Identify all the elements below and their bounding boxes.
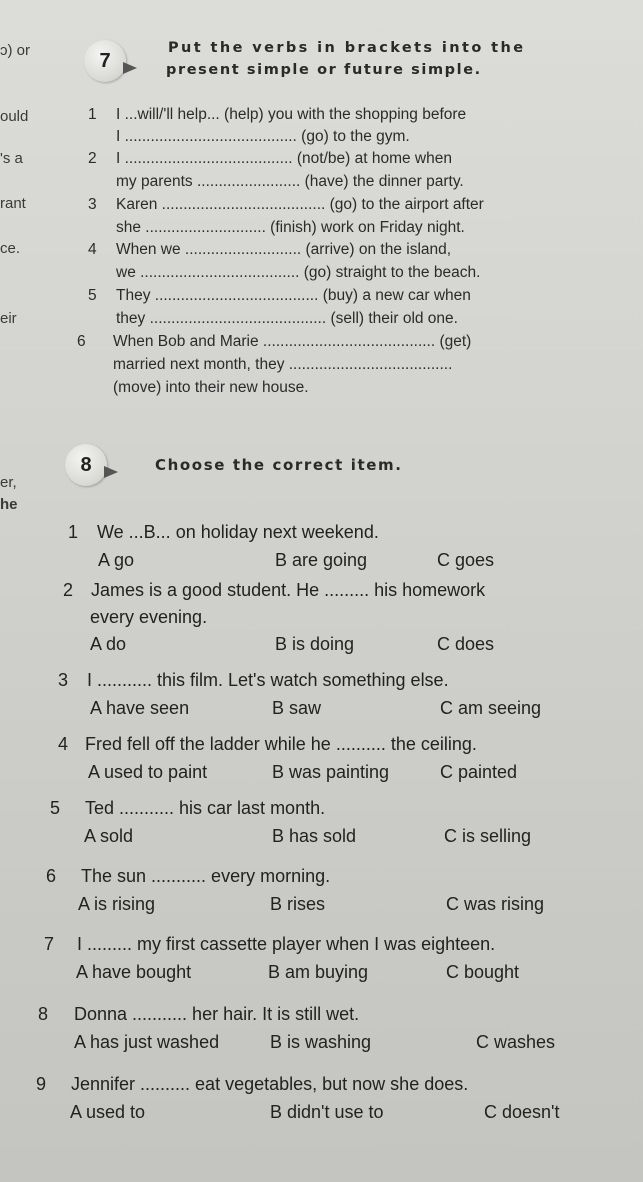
- answer-option-c[interactable]: C does: [437, 634, 495, 654]
- exercise-instruction: Put the verbs in brackets into the: [168, 40, 526, 56]
- exercise-line: I ....................................... (not/be) at home when: [116, 150, 452, 167]
- margin-fragment: rant: [0, 195, 26, 212]
- item-number: 4: [88, 241, 97, 258]
- question-number: 7: [44, 934, 55, 954]
- margin-fragment: eir: [0, 310, 17, 327]
- answer-option-a[interactable]: A do: [90, 634, 127, 654]
- exercise-line: I ...will/'ll help... (help) you with the shopping before: [116, 106, 467, 123]
- exercise-instruction: present simple or future simple.: [166, 62, 482, 78]
- question-number: 3: [58, 670, 69, 690]
- answer-option-c[interactable]: C was rising: [446, 894, 545, 914]
- exercise-instruction: Choose the correct item.: [155, 456, 403, 474]
- badge-arrow-icon: [123, 62, 137, 74]
- question-text: Ted ........... his car last month.: [85, 798, 326, 818]
- margin-fragment: ɔ) or: [0, 42, 30, 59]
- margin-fragment: he: [0, 496, 18, 513]
- question-text: I ......... my first cassette player when I was eighteen.: [77, 934, 496, 954]
- answer-option-a[interactable]: A go: [98, 550, 135, 570]
- question-text: I ........... this film. Let's watch something else.: [87, 670, 449, 690]
- margin-fragment: 's a: [0, 150, 23, 167]
- answer-option-b[interactable]: B is washing: [270, 1032, 372, 1052]
- answer-option-c[interactable]: C doesn't: [484, 1102, 560, 1122]
- exercise-line: Karen ...................................... (go) to the airport after: [116, 196, 484, 213]
- answer-option-b[interactable]: B am buying: [268, 962, 369, 982]
- answer-option-c[interactable]: C is selling: [444, 826, 532, 846]
- exercise-line: she ............................ (finish) work on Friday night.: [116, 219, 465, 236]
- exercise-line: When Bob and Marie ........................................ (get): [113, 333, 472, 350]
- question-number: 2: [63, 580, 74, 600]
- question-number: 8: [38, 1004, 49, 1024]
- exercise-line: They ...................................... (buy) a new car when: [116, 287, 471, 304]
- exercise-line: we ..................................... (go) straight to the beach.: [116, 264, 481, 281]
- question-text: every evening.: [90, 607, 208, 627]
- item-number: 2: [88, 150, 97, 167]
- question-text: The sun ........... every morning.: [81, 866, 331, 886]
- answer-option-b[interactable]: B are going: [275, 550, 368, 570]
- exercise-line: I ........................................ (go) to the gym.: [116, 128, 410, 145]
- exercise-line: my parents ........................ (have) the dinner party.: [116, 173, 464, 190]
- answer-option-c[interactable]: C painted: [440, 762, 518, 782]
- answer-option-a[interactable]: A used to: [70, 1102, 146, 1122]
- answer-option-a[interactable]: A used to paint: [88, 762, 208, 782]
- question-number: 4: [58, 734, 69, 754]
- answer-option-b[interactable]: B saw: [272, 698, 322, 718]
- answer-option-c[interactable]: C bought: [446, 962, 520, 982]
- exercise-line: they ......................................... (sell) their old one.: [116, 310, 458, 327]
- answer-option-a[interactable]: A is rising: [78, 894, 156, 914]
- margin-fragment: ould: [0, 108, 29, 125]
- exercise-number: 7: [99, 49, 111, 72]
- question-number: 5: [50, 798, 61, 818]
- question-number: 1: [68, 522, 79, 542]
- exercise-number-badge: [84, 40, 126, 82]
- item-number: 3: [88, 196, 97, 213]
- answer-option-a[interactable]: A sold: [84, 826, 134, 846]
- question-number: 6: [46, 866, 57, 886]
- question-text: Donna ........... her hair. It is still wet.: [74, 1004, 360, 1024]
- item-number: 5: [88, 287, 97, 304]
- margin-fragment: ce.: [0, 240, 21, 257]
- exercise-number-badge: [65, 444, 107, 486]
- exercise-line: (move) into their new house.: [113, 379, 309, 396]
- question-text: Fred fell off the ladder while he .......... the ceiling.: [85, 734, 477, 754]
- answer-option-b[interactable]: B was painting: [272, 762, 390, 782]
- question-text: We ...B... on holiday next weekend.: [97, 522, 379, 542]
- answer-option-c[interactable]: C washes: [476, 1032, 556, 1052]
- exercise-number: 8: [80, 453, 92, 476]
- answer-option-c[interactable]: C goes: [437, 550, 495, 570]
- answer-option-a[interactable]: A has just washed: [74, 1032, 220, 1052]
- margin-fragment: er,: [0, 474, 17, 491]
- answer-option-b[interactable]: B has sold: [272, 826, 357, 846]
- answer-option-a[interactable]: A have seen: [90, 698, 190, 718]
- item-number: 6: [77, 333, 86, 350]
- item-number: 1: [88, 106, 97, 123]
- answer-option-c[interactable]: C am seeing: [440, 698, 542, 718]
- question-number: 9: [36, 1074, 47, 1094]
- exercise-line: When we ........................... (arrive) on the island,: [116, 241, 452, 258]
- question-text: Jennifer .......... eat vegetables, but now she does.: [71, 1074, 469, 1094]
- question-text: James is a good student. He ......... his homework: [91, 580, 486, 600]
- answer-option-b[interactable]: B rises: [270, 894, 326, 914]
- badge-arrow-icon: [104, 466, 118, 478]
- answer-option-b[interactable]: B is doing: [275, 634, 355, 654]
- exercise-line: married next month, they ......................................: [113, 356, 453, 373]
- answer-option-b[interactable]: B didn't use to: [270, 1102, 384, 1122]
- answer-option-a[interactable]: A have bought: [76, 962, 192, 982]
